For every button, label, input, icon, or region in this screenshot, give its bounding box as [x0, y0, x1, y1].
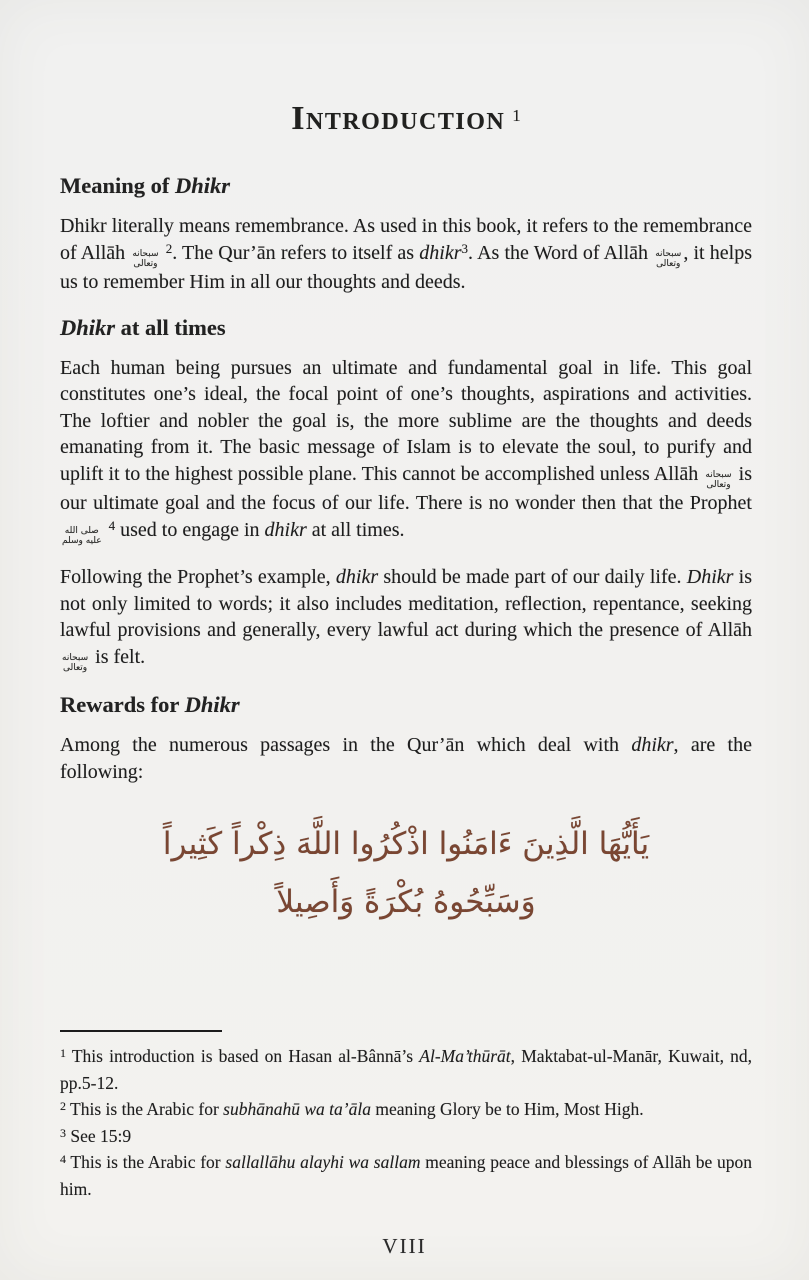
footnote-ref: 4 [108, 517, 116, 533]
swt-honorific-icon: سبحانه وتعالى [705, 470, 732, 490]
section-rewards-for-dhikr [60, 691, 752, 785]
footnote-1: $^1$ This introduction is based on Hasan al-Bânnā’s Al-Ma’thūrāt, Maktabat-ul-Manār, Kuwait, nd, pp.5-12. [60, 1046, 752, 1093]
section-meaning-of-dhikr [60, 172, 752, 296]
quran-verse-arabic [60, 815, 752, 931]
paragraph-daily-life: Following the Prophet’s example, dhikr should be made part of our daily life. Dhikr is not only limited to words; it also includes meditation, reflection, repentance, seeking lawful provisions and generally, every lawful act during which the presence of Allāh سبحانه وتعالى is felt. [60, 566, 752, 673]
paragraph-ultimate-goal: Each human being pursues an ultimate and fundamental goal in life. This goal constitutes one’s ideal, the focal point of one’s thoughts, aspirations and activities. The loftier and nobler the goal is, the more sublime are the thoughts and deeds emanating from it. The basic message of Islam is to elevate the soul, to purify and uplift it to the highest possible plane. This cannot be accomplished unless Allāh سبحانه وتعالى is our ultimate goal and the focus of our life. There is no wonder then that the Prophet صلى الله عليه وسلم $^4$ used to engage in dhikr at all times. [60, 356, 752, 546]
section-heading-dhikr-at-all-times: Dhikr at all times [60, 314, 226, 340]
footnotes-block [60, 1030, 752, 1202]
swt-honorific-icon: سبحانه وتعالى [62, 653, 89, 673]
footnote-4: $^4$ This is the Arabic for sallallāhu alayhi wa sallam meaning peace and blessings of Allāh be upon him. [60, 1152, 752, 1199]
section-heading-rewards-for-dhikr: Rewards for Dhikr [60, 692, 240, 717]
page-number: VIII [382, 1234, 427, 1258]
footnote-2: $^2$ This is the Arabic for subhānahū wa ta’āla meaning Glory be to Him, Most High. [60, 1099, 644, 1119]
section-heading-meaning-of-dhikr: Meaning of Dhikr [60, 173, 231, 198]
page-title [60, 0, 752, 138]
footnote-ref: 3 [461, 240, 468, 256]
section-dhikr-at-all-times [60, 314, 752, 674]
paragraph-meaning-of-dhikr: Dhikr literally means remembrance. As used in this book, it refers to the remembrance of Allāh سبحانه وتعالى $^2$. The Qur’ān refers to itself as dhikr$^3$. As the Word of Allāh سبحانه وتعالى , it helps us to remember Him in all our thoughts and deeds. [60, 215, 753, 293]
title-footnote-ref: 1 [512, 106, 521, 125]
saw-honorific-icon: صلى الله عليه وسلم [62, 526, 102, 546]
footnote-ref: 3 [60, 1125, 66, 1140]
swt-honorific-icon: سبحانه وتعالى [132, 249, 159, 269]
footnote-separator-rule [60, 1030, 222, 1032]
page-title-text: Introduction [291, 100, 506, 137]
quran-verse-line-2: وَسَبِّحُوهُ بُكْرَةً وَأَصِيلاً [276, 884, 536, 920]
quran-verse-line-1: يَأَيُّهَا الَّذِينَ ءَامَنُوا اذْكُرُوا اللَّهَ ذِكْراً كَثِيراً [162, 826, 650, 862]
footnote-ref: 2 [165, 240, 173, 256]
paragraph-quran-passages: Among the numerous passages in the Qur’ān which deal with dhikr, are the following: [60, 734, 752, 783]
footnote-ref: 1 [60, 1046, 66, 1060]
swt-honorific-icon: سبحانه وتعالى [655, 249, 682, 269]
footnote-ref: 2 [60, 1099, 66, 1113]
footnote-3: $^3$ See 15:9 [60, 1125, 132, 1146]
footnote-ref: 4 [60, 1152, 66, 1166]
